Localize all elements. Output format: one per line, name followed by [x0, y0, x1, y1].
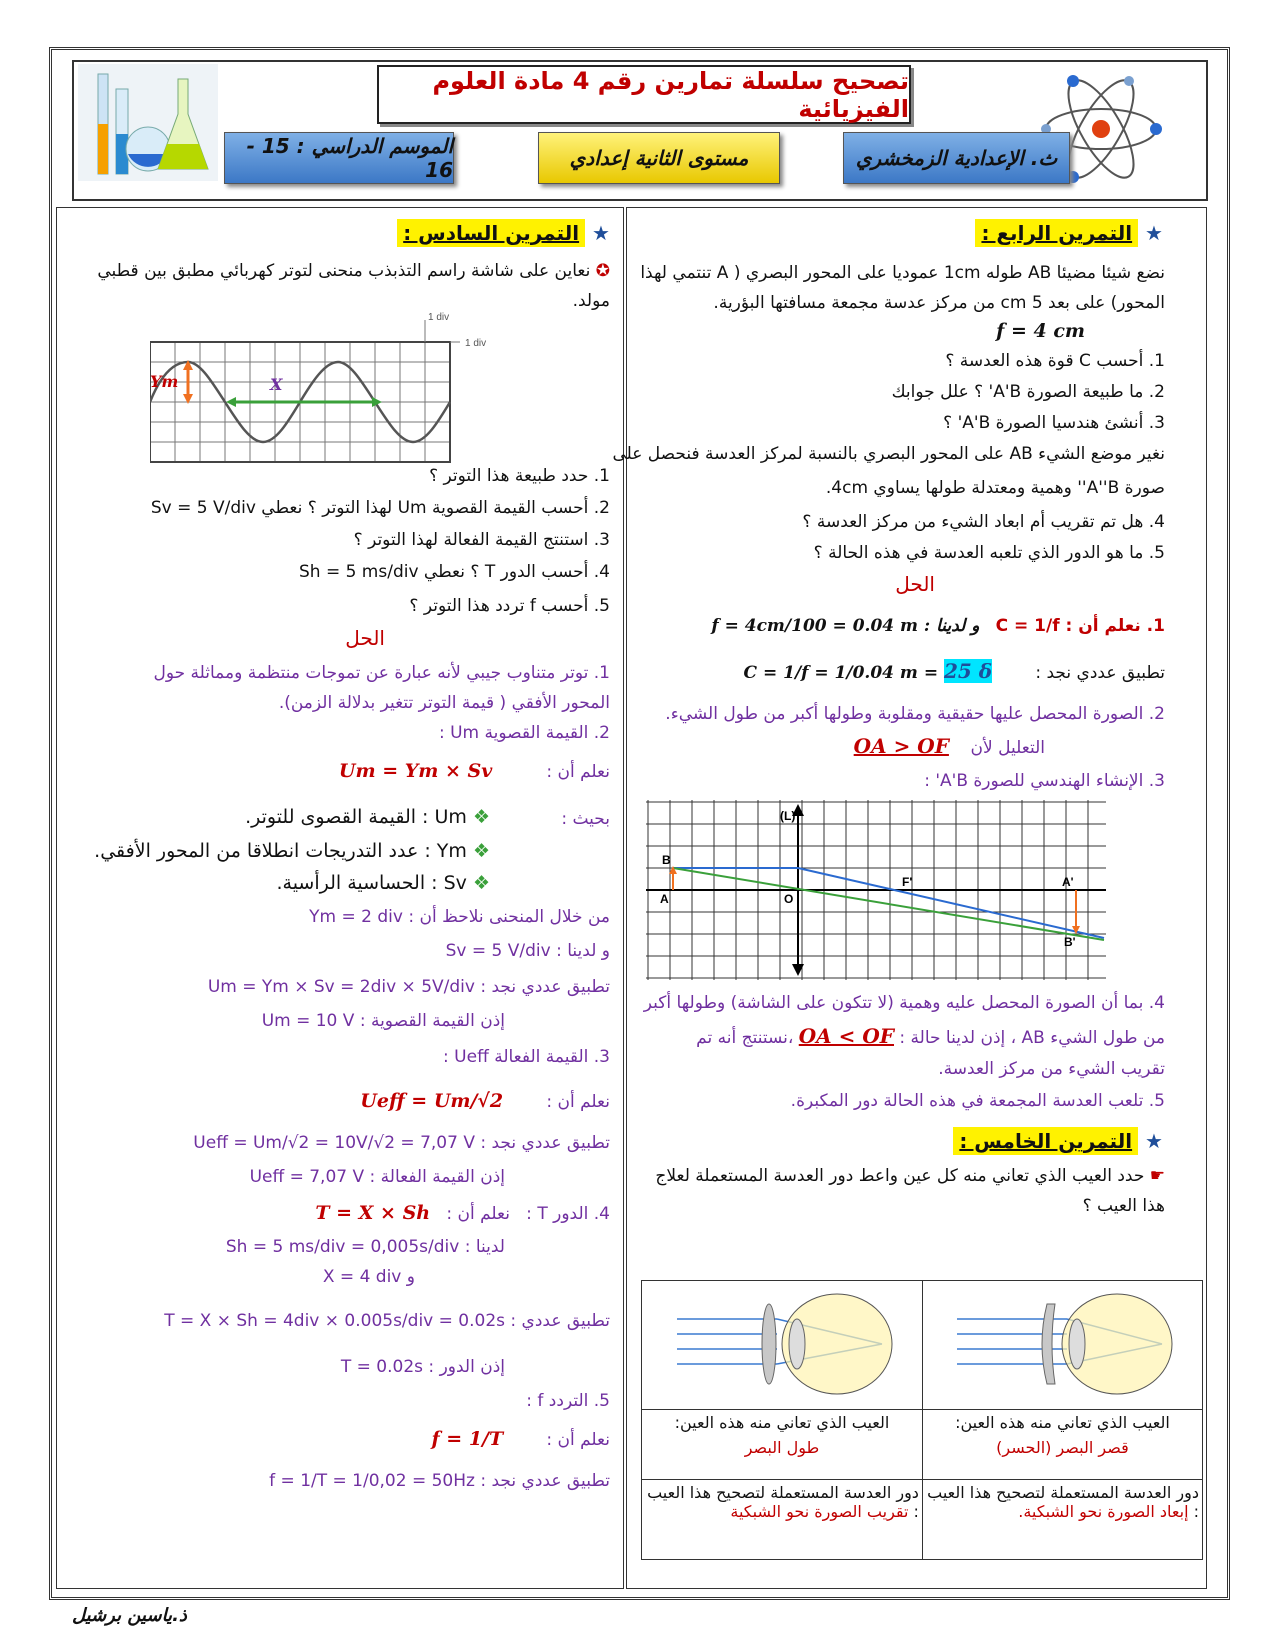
ex6-s3: 3. القيمة الفعالة Ueff :: [443, 1047, 610, 1067]
ex5-text: هذا العيب ؟: [1082, 1196, 1165, 1216]
focus-label: F': [902, 875, 913, 889]
pointer-icon: ☛: [1144, 1166, 1165, 1186]
school-year-label: الموسم الدراسي : 15 - 16: [224, 132, 454, 184]
ex6-s3-result: إذن القيمة الفعالة : Ueff = 7,07 V: [249, 1167, 505, 1187]
ex4-question: 2. ما طبيعة الصورة A'B' ؟ علل جوابك: [891, 382, 1165, 402]
ex5-title: ★ التمرين الخامس :: [953, 1130, 1163, 1154]
ex4-focal: f = 4 cm: [996, 320, 1085, 342]
ex6-question: 1. حدد طبيعة هذا التوتر ؟: [429, 466, 610, 486]
ray-diagram: [646, 800, 1106, 980]
page-title: تصحيح سلسلة تمارين رقم 4 مادة العلوم الفيزيائية: [377, 65, 911, 124]
ex4-s3: 3. الإنشاء الهندسي للصورة A'B' :: [924, 771, 1165, 791]
ex4-text: المحور) على بعد 5 cm من مركز عدسة مجمعة مسافتها البؤرية.: [713, 293, 1165, 313]
ex6-def: ❖ Ym : عدد التدريجات انطلاقا من المحور الأفقي.: [94, 840, 490, 862]
ex4-s4: من طول الشيء AB ، إذن لدينا حالة : OA < OF ،نستنتج أنه تم: [696, 1024, 1165, 1048]
ex6-s1: المحور الأفقي ( قيمة التوتر تتغير بدلالة الزمن).: [278, 693, 610, 713]
ex6-question: 4. أحسب الدور T ؟ نعطي Sh = 5 ms/div: [298, 562, 610, 582]
ex4-s1: 1. نعلم أن : C = 1/f و لدينا : f = 4cm/100 = 0.04 m: [711, 616, 1165, 636]
ex4-question: 3. أنشئ هندسيا الصورة A'B' ؟: [943, 413, 1165, 433]
ex6-s1: 1. توتر متناوب جيبي لأنه عبارة عن تموجات منتظمة ومماثلة حول: [153, 663, 610, 683]
ex6-question: 3. استنتج القيمة الفعالة لهذا التوتر ؟: [353, 530, 610, 550]
eye-table: [641, 1280, 1203, 1560]
ex4-s5: 5. تلعب العدسة المجمعة في هذه الحالة دور المكبرة.: [790, 1091, 1165, 1111]
ex6-title: ★ التمرين السادس :: [397, 222, 610, 246]
star-icon: ★: [585, 221, 610, 245]
ex4-s1-calc: تطبيق عددي نجد : C = 1/f = 1/0.04 m = 25 δ: [743, 659, 1165, 683]
ex6-s3-formula: نعلم أن : Ueff = Um/√2: [360, 1090, 610, 1112]
image-a-label: A': [1062, 875, 1074, 889]
diamond-icon: ❖: [466, 806, 490, 828]
ex6-s2-sv: و لدينا : Sv = 5 V/div: [445, 941, 610, 961]
x-label: X: [270, 375, 283, 394]
ex6-s2-result: إذن القيمة القصوية : Um = 10 V: [261, 1011, 505, 1031]
ex6-text: ✪ نعاين على شاشة راسم التذبذب منحنى لتوتر كهربائي مطبق بين قطبي: [97, 261, 610, 281]
ex6-where: بحيث :: [561, 809, 610, 829]
ex6-s2: 2. القيمة القصوية Um :: [438, 723, 610, 743]
ex4-s2: 2. الصورة المحصل عليها حقيقية ومقلوبة وطولها أكبر من طول الشيء.: [665, 704, 1165, 724]
star-icon: ★: [1138, 221, 1163, 245]
ex6-text: مولد.: [572, 291, 610, 311]
myopia-role-cell: دور العدسة المستعملة لتصحيح هذا العيب : إبعاد الصورة نحو الشبكية.: [922, 1480, 1202, 1560]
ex4-question: 5. ما هو الدور الذي تلعبه العدسة في هذه الحالة ؟: [813, 543, 1165, 563]
oscilloscope-graph: [150, 312, 505, 467]
ym-label: Ym: [150, 372, 179, 391]
ex6-s4-calc: تطبيق عددي : T = X × Sh = 4div × 0.005s/div = 0.02s: [164, 1311, 610, 1331]
ex4-s4: تقريب الشيء من مركز العدسة.: [938, 1059, 1165, 1079]
ex4-s4: 4. بما أن الصورة المحصل عليه وهمية (لا تتكون على الشاشة) وطولها أكبر: [643, 993, 1165, 1013]
center-o-label: O: [784, 892, 794, 906]
horizontal-scale-label: 1 div: [465, 338, 487, 349]
point-a-label: A: [660, 892, 669, 906]
ex6-s5-formula: نعلم أن : f = 1/T: [431, 1428, 610, 1450]
asterisk-icon: ✪: [590, 261, 610, 281]
point-b-label: B: [662, 853, 671, 867]
ex6-question: 2. أحسب القيمة القصوية Um لهذا التوتر ؟ نعطي Sv = 5 V/div: [150, 498, 610, 518]
ex6-s4-result: إذن الدور : T = 0.02s: [340, 1357, 505, 1377]
ex6-s2-formula: نعلم أن : Um = Ym × Sv: [338, 760, 610, 782]
ex4-question: 4. هل تم تقريب أم ابعاد الشيء من مركز العدسة ؟: [802, 512, 1165, 532]
ex4-text: صورة A''B'' وهمية ومعتدلة طولها يساوي 4cm.: [825, 478, 1165, 498]
diamond-icon: ❖: [466, 840, 490, 862]
ex6-solution-heading: الحل: [345, 626, 385, 650]
ex5-text: ☛ حدد العيب الذي تعاني منه كل عين واعط دور العدسة المستعملة لعلاج: [655, 1166, 1165, 1186]
ex6-s3-calc: تطبيق عددي نجد : Ueff = Um/√2 = 10V/√2 = 7,07 V: [193, 1133, 610, 1153]
level-label: مستوى الثانية إعدادي: [538, 132, 780, 184]
ex4-text: نضع شيئا مضيئا AB طوله 1cm عموديا على المحور البصري ( A تنتمي لهذا: [640, 263, 1165, 283]
ex4-question: 1. أحسب C قوة هذه العدسة ؟: [945, 351, 1165, 371]
ex4-text: نغير موضع الشيء AB على المحور البصري بالنسبة لمركز العدسة فنحصل على: [612, 444, 1165, 464]
hyperopia-eye-cell: [642, 1281, 923, 1410]
ex6-s2-calc: تطبيق عددي نجد : Um = Ym × Sv = 2div × 5V/div: [207, 977, 610, 997]
ex6-s4-sh: لدينا : Sh = 5 ms/div = 0,005s/div: [225, 1237, 505, 1257]
ex6-question: 5. أحسب f تردد هذا التوتر ؟: [409, 596, 610, 616]
ex6-def: ❖ Um : القيمة القصوى للتوتر.: [245, 806, 490, 828]
ex6-s4: 4. الدور T : نعلم أن : T = X × Sh: [315, 1202, 610, 1224]
ex4-s2-reason: التعليل لأن OA > OF: [853, 734, 1045, 758]
vertical-scale-label: 1 div: [428, 312, 450, 323]
diamond-icon: ❖: [466, 872, 490, 894]
hyperopia-eye-diagram: [657, 1284, 907, 1402]
lens-label: (L): [780, 809, 796, 823]
ex6-s5: 5. التردد f :: [526, 1391, 610, 1411]
ex4-solution-heading: الحل: [895, 572, 935, 596]
lab-glassware-image: [78, 64, 218, 181]
myopia-eye-cell: [922, 1281, 1202, 1410]
hyperopia-role-cell: دور العدسة المستعملة لتصحيح هذا العيب : تقريب الصورة نحو الشبكية: [642, 1480, 923, 1560]
ex6-s2-ym: من خلال المنحنى نلاحظ أن : Ym = 2 div: [309, 907, 610, 927]
school-name-label: ث. الإعدادية الزمخشري: [843, 132, 1070, 184]
ex6-def: ❖ Sv : الحساسية الرأسية.: [276, 872, 490, 894]
ex6-s4-x: و X = 4 div: [322, 1267, 415, 1287]
myopia-defect-cell: العيب الذي تعاني منه هذه العين: قصر البصر (الحسر): [922, 1410, 1202, 1480]
star-icon: ★: [1138, 1129, 1163, 1153]
ex4-title: ★ التمرين الرابع :: [975, 222, 1163, 246]
author-signature: ذ.ياسين برشيل: [72, 1605, 187, 1626]
hyperopia-defect-cell: العيب الذي تعاني منه هذه العين: طول البصر: [642, 1410, 923, 1480]
ex6-s5-calc: تطبيق عددي نجد : f = 1/T = 1/0,02 = 50Hz: [269, 1471, 610, 1491]
myopia-eye-diagram: [937, 1284, 1187, 1402]
image-b-label: B': [1064, 935, 1076, 949]
